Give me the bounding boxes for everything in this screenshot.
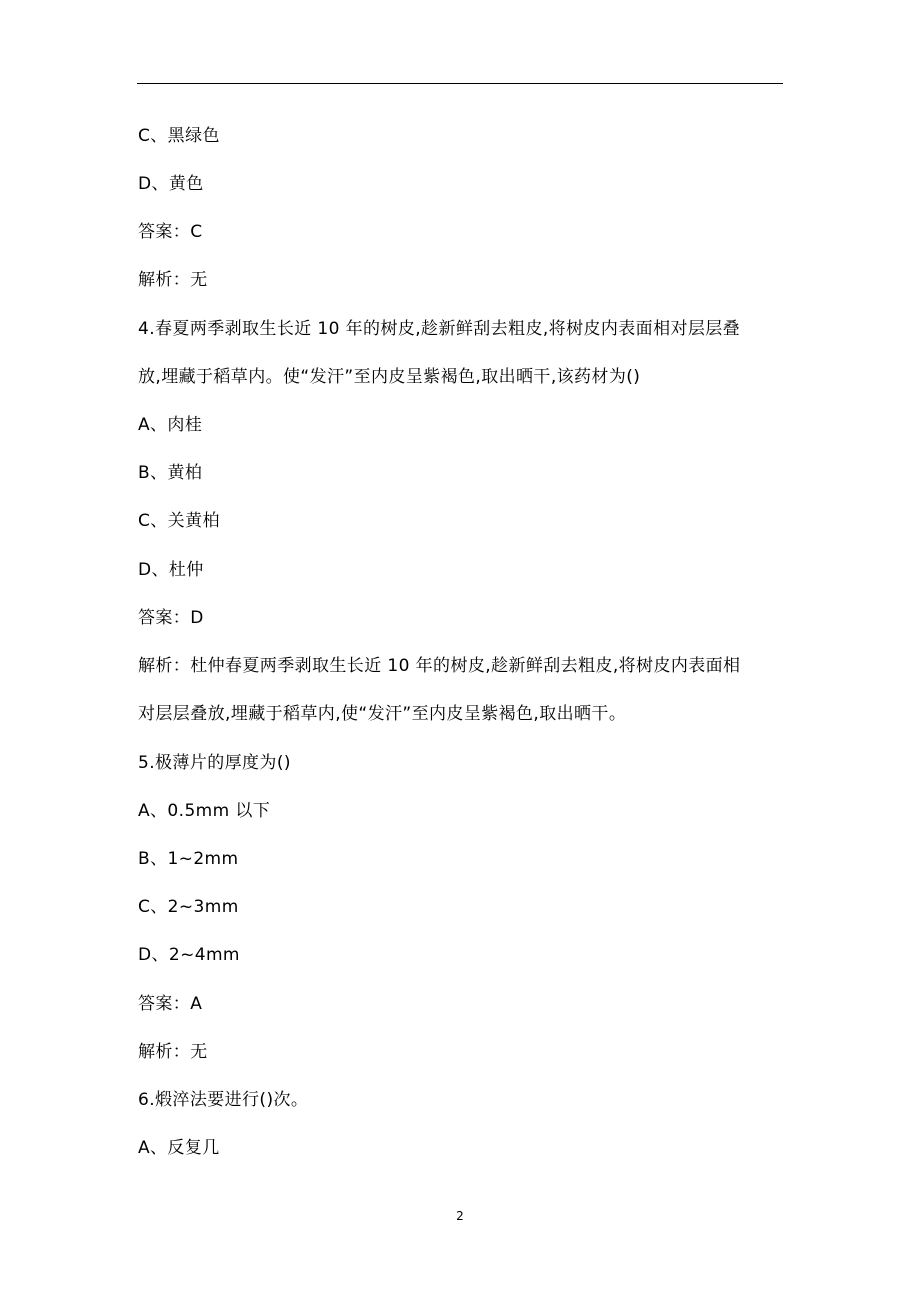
q4-option-a: A、肉桂 bbox=[138, 415, 203, 435]
page-number: 2 bbox=[456, 1209, 464, 1223]
q5-question: 5.极薄片的厚度为() bbox=[138, 753, 291, 773]
q4-analysis-line1: 解析：杜仲春夏两季剥取生长近 10 年的树皮,趁新鲜刮去粗皮,将树皮内表面相 bbox=[138, 656, 741, 676]
q4-option-b: B、黄柏 bbox=[138, 463, 203, 483]
q5-analysis: 解析：无 bbox=[138, 1042, 208, 1062]
q5-option-b: B、1~2mm bbox=[138, 849, 239, 869]
q5-option-d: D、2~4mm bbox=[138, 945, 240, 965]
q3-option-d: D、黄色 bbox=[138, 174, 204, 194]
q5-option-a: A、0.5mm 以下 bbox=[138, 801, 271, 821]
header-rule bbox=[137, 83, 783, 84]
q3-analysis: 解析：无 bbox=[138, 270, 208, 290]
q5-answer: 答案：A bbox=[138, 994, 203, 1014]
q4-option-d: D、杜仲 bbox=[138, 560, 204, 580]
q3-option-c: C、黑绿色 bbox=[138, 126, 220, 146]
q6-option-a: A、反复几 bbox=[138, 1138, 220, 1158]
q4-analysis-line2: 对层层叠放,埋藏于稻草内,使“发汗”至内皮呈紫褐色,取出晒干。 bbox=[138, 704, 627, 724]
q4-answer: 答案：D bbox=[138, 608, 204, 628]
q4-option-c: C、关黄柏 bbox=[138, 511, 220, 531]
q4-question-line2: 放,埋藏于稻草内。使“发汗”至内皮呈紫褐色,取出晒干,该药材为() bbox=[138, 367, 641, 387]
q3-answer: 答案：C bbox=[138, 222, 203, 242]
q4-question-line1: 4.春夏两季剥取生长近 10 年的树皮,趁新鲜刮去粗皮,将树皮内表面相对层层叠 bbox=[138, 319, 741, 339]
q5-option-c: C、2~3mm bbox=[138, 897, 239, 917]
q6-question: 6.煅淬法要进行()次。 bbox=[138, 1090, 309, 1110]
